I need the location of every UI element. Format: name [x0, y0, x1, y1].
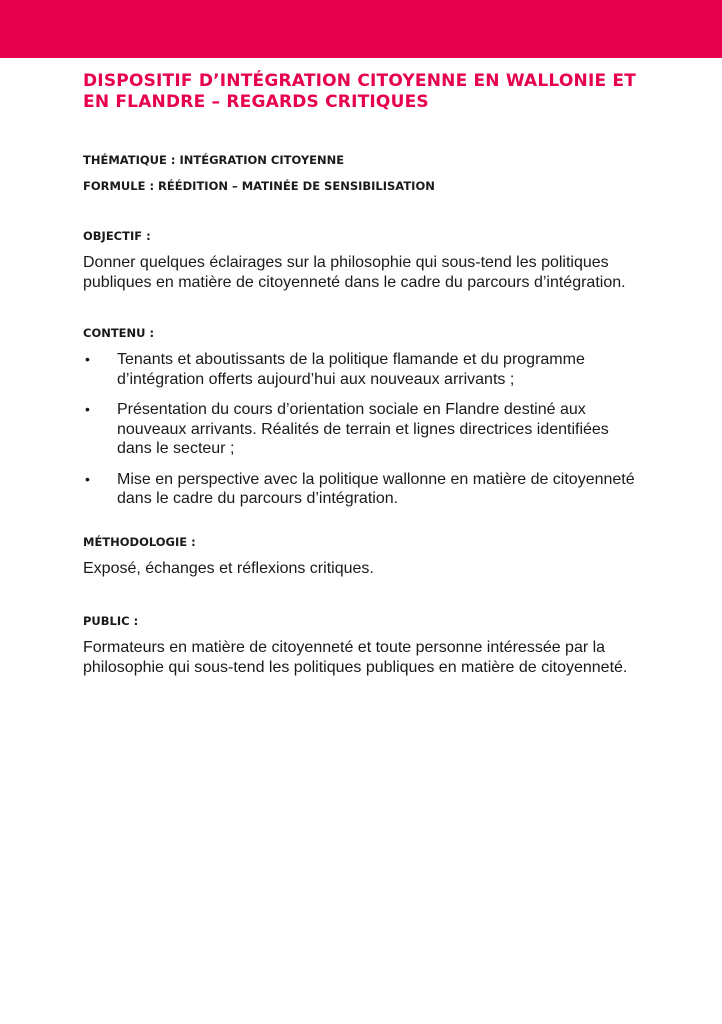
header-band	[0, 0, 722, 58]
bullet-icon: •	[85, 401, 90, 417]
thematique-line: THÉMATIQUE : INTÉGRATION CITOYENNE	[83, 153, 345, 167]
list-item-text: Présentation du cours d’orientation sociale en Flandre destiné aux nouveaux arrivants. Réalités de terrain et lignes directrices identifiées dans le secteur ;	[117, 401, 609, 457]
section-methodologie	[83, 535, 643, 579]
document-title: DISPOSITIF D’INTÉGRATION CITOYENNE EN WALLONIE ET EN FLANDRE – REGARDS CRITIQUES	[83, 71, 637, 112]
document-meta	[83, 153, 643, 193]
methodologie-heading: MÉTHODOLOGIE :	[83, 534, 196, 549]
contenu-heading: CONTENU :	[83, 326, 155, 340]
list-item-text: Tenants et aboutissants de la politique flamande et du programme d’intégration offerts aujourd’hui aux nouveaux arrivants ;	[117, 351, 585, 388]
bullet-icon: •	[85, 470, 90, 487]
document-body	[83, 71, 643, 677]
public-text: Formateurs en matière de citoyenneté et toute personne intéressée par la philosophie qui sous-tend les politiques publiques en matière de citoyenneté.	[83, 639, 628, 676]
public-heading: PUBLIC :	[83, 614, 139, 628]
list-item-text: Mise en perspective avec la politique wallonne en matière de citoyenneté dans le cadre du parcours d’intégration.	[117, 470, 635, 507]
bullet-icon: •	[85, 351, 90, 367]
list-item	[83, 400, 643, 459]
contenu-list	[83, 350, 643, 509]
objectif-text: Donner quelques éclairages sur la philosophie qui sous-tend les politiques publiques en matière de citoyenneté dans le cadre du parcours d’intégration.	[83, 254, 626, 291]
list-item	[83, 350, 643, 389]
section-objectif	[83, 229, 643, 292]
formule-line: FORMULE : RÉÉDITION – MATINÉE DE SENSIBILISATION	[83, 179, 435, 193]
section-public	[83, 614, 643, 677]
section-contenu	[83, 326, 643, 509]
objectif-heading: OBJECTIF :	[83, 229, 151, 243]
list-item	[83, 470, 643, 509]
methodologie-text: Exposé, échanges et réflexions critiques.	[83, 559, 374, 577]
